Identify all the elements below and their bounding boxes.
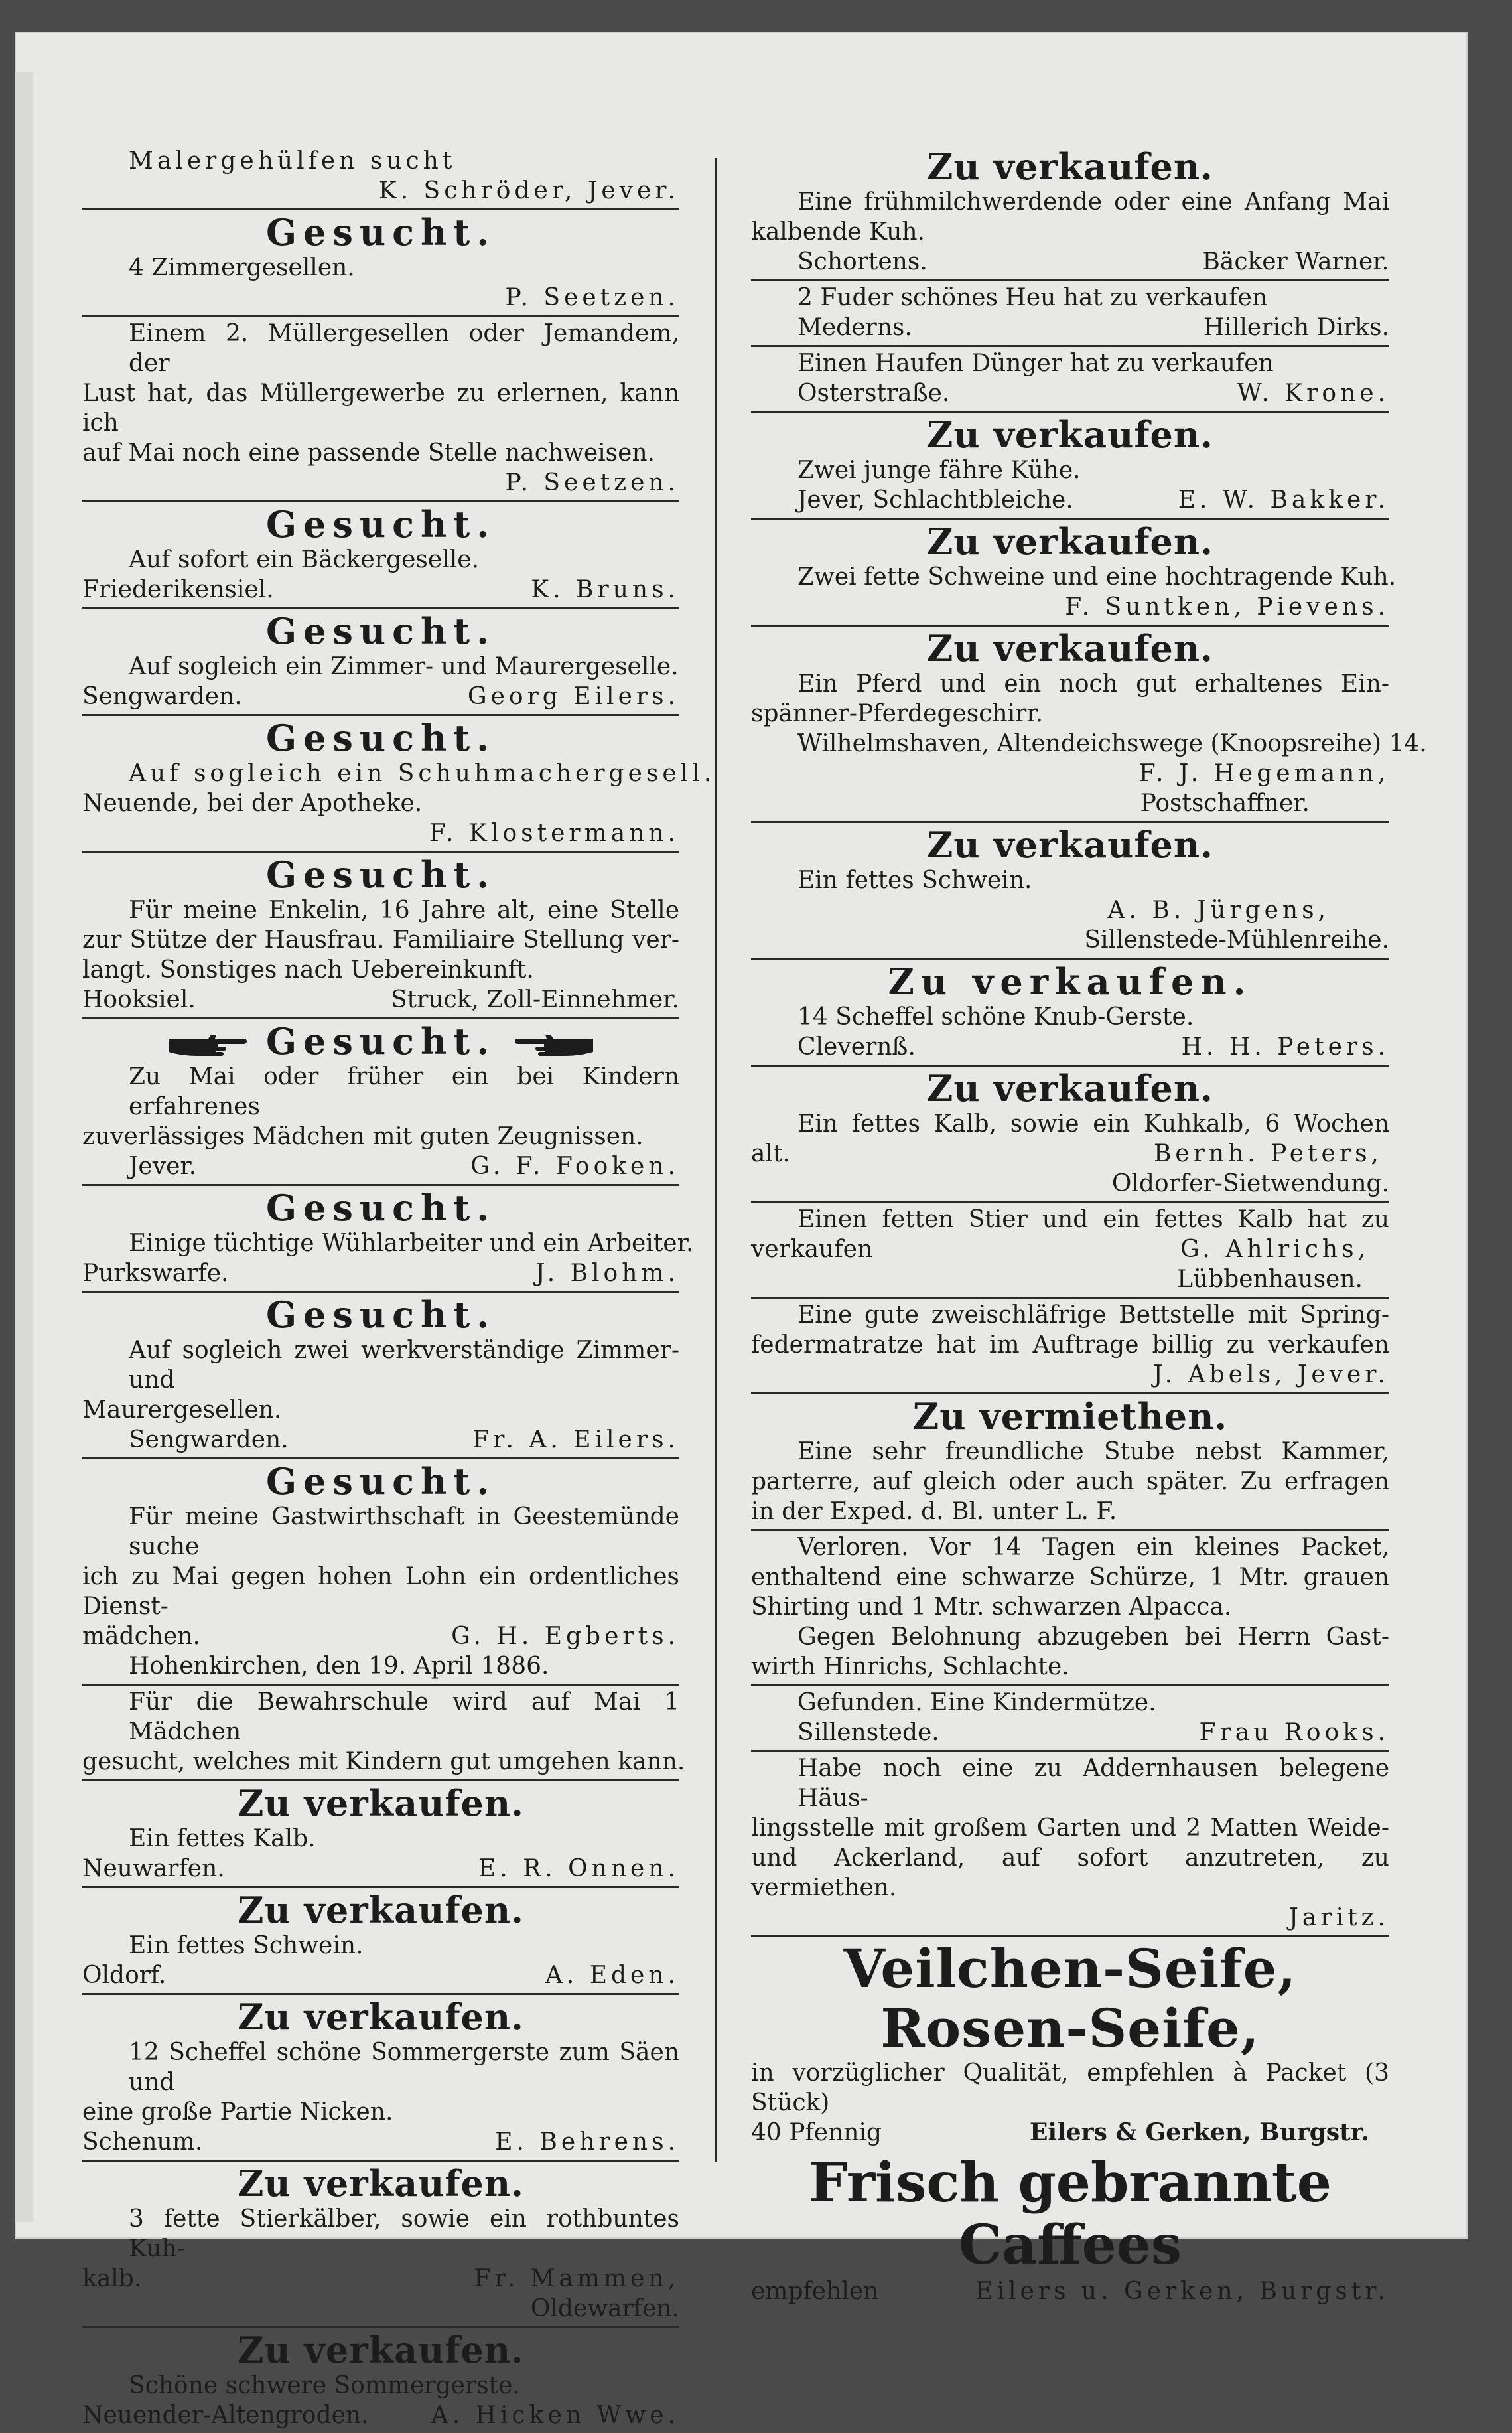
ad-text: Einen fetten Stier und ein fettes Kalb hat zu: [797, 1206, 1389, 1233]
ad-schweine: [751, 520, 1397, 627]
ad-footer: [82, 682, 679, 711]
ad-schuhmachergesell: [82, 716, 716, 853]
ad-heading: Zu verkaufen.: [927, 627, 1213, 670]
ad-text: in der Exped. d. Bl. unter L. F.: [751, 1498, 1117, 1525]
ad-text: lingsstelle mit großem Garten und 2 Matten Weide-: [751, 1814, 1389, 1842]
ad-signature: Bäcker Warner.: [1202, 248, 1389, 275]
ad-signature: J. Abels, Jever.: [1153, 1361, 1389, 1388]
ad-dateline: Hohenkirchen, den 19. April 1886.: [129, 1653, 549, 1680]
ad-text: Zwei junge fähre Kühe.: [797, 457, 1081, 484]
ad-text: Eine gute zweischläfrige Bettstelle mit Spring-: [797, 1301, 1389, 1329]
ad-footer: [82, 1151, 679, 1181]
ad-footer: [82, 2127, 679, 2157]
ad-text: Ein fettes Kalb, sowie ein Kuhkalb, 6 Wochen: [797, 1110, 1389, 1138]
ad-heading: Zu verkaufen.: [927, 520, 1213, 563]
ad-text: Neuende, bei der Apotheke.: [82, 790, 423, 817]
ad-heading: Gesucht.: [265, 1293, 496, 1336]
ad-text: Lust hat, das Müllergewerbe zu erlernen, kann ich: [82, 380, 679, 437]
ad-heading-row: [82, 1021, 679, 1062]
ad-text: ich zu Mai gegen hohen Lohn ein ordentliches Dienst-: [82, 1563, 679, 1620]
ad-text: enthaltend eine schwarze Schürze, 1 Mtr. grauen: [751, 1564, 1389, 1591]
ad-heading: Zu verkaufen.: [927, 413, 1213, 456]
ad-text: Ein fettes Schwein.: [129, 1932, 364, 1959]
ad-bettstelle: [751, 1299, 1389, 1394]
ad-text: empfehlen: [751, 2278, 879, 2305]
ad-signature: Bernh. Peters,: [1153, 1140, 1383, 1167]
ad-place: Jever, Schlachtbleiche.: [797, 486, 1073, 514]
ad-signature: E. W. Bakker.: [1178, 486, 1389, 514]
ad-place: Osterstraße.: [797, 380, 950, 407]
ad-maedchen: [82, 1019, 679, 1186]
ad-footer: [82, 1258, 679, 1288]
ad-text: Wilhelmshaven, Altendeichswege (Knoopsreihe) 14.: [797, 730, 1427, 757]
ad-kuehe: [751, 413, 1389, 520]
ad-heading: Zu verkaufen.: [927, 1067, 1213, 1110]
newspaper-page: [15, 32, 1468, 2429]
ad-text: wirth Hinrichs, Schlachte.: [751, 1653, 1069, 1680]
ad-knub-gerste: [751, 960, 1389, 1067]
ad-heading: Zu vermiethen.: [912, 1395, 1228, 1438]
ad-signature-title: Postschaffner.: [1140, 790, 1310, 817]
ad-signature: Struck, Zoll-Einnehmer.: [390, 986, 679, 1013]
ad-place: Schortens.: [797, 248, 928, 275]
ad-muellergeselle: [82, 317, 679, 502]
ad-vermiethen-stube: [751, 1394, 1389, 1531]
ad-text: Maurergesellen.: [82, 1396, 282, 1424]
ad-zimmer-maurergesellen: [82, 1293, 679, 1459]
ad-text: Ein fettes Kalb.: [129, 1825, 316, 1852]
ad-signature: G. F. Fooken.: [470, 1153, 679, 1180]
ad-signature: A. Eden.: [545, 1962, 679, 1989]
ad-schwere-sommergerste: [82, 2328, 679, 2433]
ad-bewahrschule: [82, 1686, 685, 1781]
ad-heading: Zu verkaufen.: [238, 2329, 524, 2371]
ad-text: und Ackerland, auf sofort anzutreten, zu vermiethen.: [751, 1844, 1389, 1901]
ad-place: Sillenstede.: [797, 1719, 939, 1746]
ad-place: Neuender-Altengroden.: [82, 2402, 369, 2429]
ad-signature: F. Suntken, Pievens.: [1065, 593, 1389, 621]
ad-text: in vorzüglicher Qualität, empfehlen à Packet (3 Stück): [751, 2059, 1389, 2116]
ad-text: Verloren. Vor 14 Tagen ein kleines Packet,: [797, 1534, 1389, 1561]
ad-baeckergeselle: [82, 502, 679, 609]
ad-text: 40 Pfennig: [751, 2119, 882, 2146]
ad-signature: G. Ahlrichs,: [1180, 1236, 1369, 1263]
ad-signature: Hillerich Dirks.: [1203, 314, 1389, 341]
ad-place: Jever.: [129, 1153, 197, 1180]
ad-text: Auf sogleich zwei werkverständige Zimmer- und: [129, 1337, 679, 1394]
ad-text: Auf sogleich ein Zimmer- und Maurergeselle.: [129, 653, 679, 680]
ad-text: Eine sehr freundliche Stube nebst Kammer,: [797, 1438, 1389, 1465]
ad-footer: [751, 1139, 1389, 1169]
ad-heading: Gesucht.: [265, 211, 496, 254]
ad-fettes-schwein: [82, 1888, 679, 1995]
ad-signature: Georg Eilers.: [467, 683, 679, 710]
ad-signature: Eilers u. Gerken, Burgstr.: [975, 2278, 1389, 2305]
ad-pferd: [751, 627, 1427, 823]
ad-text: gesucht, welches mit Kindern gut umgehen kann.: [82, 1748, 685, 1775]
ad-stier: [751, 1203, 1389, 1299]
ad-text: Einem 2. Müllergesellen oder Jemandem, der: [129, 320, 679, 377]
ad-signature-place: Oldorfer-Sietwendung.: [1111, 1170, 1389, 1197]
pointing-hand-right-icon: [167, 1033, 247, 1056]
ad-display-line: Frisch gebrannte Caffees: [809, 2151, 1332, 2277]
ad-footer: [751, 2276, 1389, 2306]
ad-sommergerste: [82, 1995, 679, 2162]
ad-heading: Gesucht.: [265, 1460, 496, 1503]
ad-text: verkaufen: [751, 1236, 873, 1263]
left-column: [82, 145, 716, 2433]
ad-text: Ein Pferd und ein noch gut erhaltenes Ein-: [797, 670, 1389, 698]
ad-signature: E. Behrens.: [495, 2128, 679, 2156]
ad-footer: [82, 575, 679, 605]
ad-footer: [751, 1032, 1389, 1062]
ad-footer: [82, 1425, 679, 1455]
right-column: [751, 145, 1427, 2309]
ad-signature: Fr. Mammen,: [474, 2265, 679, 2292]
ad-signature: W. Krone.: [1237, 380, 1389, 407]
ad-heu: [751, 281, 1389, 347]
ad-signature: Eilers & Gerken, Burgstr.: [1029, 2118, 1369, 2146]
ad-zimmergesellen: [82, 210, 679, 317]
ad-gefunden: [751, 1686, 1389, 1752]
ad-footer: [751, 313, 1389, 342]
ad-place: Purkswarfe.: [82, 1260, 229, 1287]
ad-footer: [751, 485, 1389, 515]
ad-heading: Zu verkaufen.: [238, 1996, 524, 2038]
ad-footer: [82, 2264, 679, 2294]
ad-text: 14 Scheffel schöne Knub-Gerste.: [797, 1003, 1194, 1031]
ad-malergehuelfen: [82, 145, 679, 210]
ad-duenger: [751, 347, 1389, 413]
ad-footer: [82, 1960, 679, 1990]
ad-footer: [82, 1621, 679, 1651]
ad-heading: Gesucht.: [265, 610, 496, 652]
ad-signature: K. Schröder, Jever.: [378, 177, 679, 204]
ad-text: Zwei fette Schweine und eine hochtragende Kuh.: [797, 563, 1397, 591]
ad-text: Einen Haufen Dünger hat zu verkaufen: [797, 350, 1274, 377]
ad-display-line: Veilchen-Seife,: [843, 1937, 1297, 2000]
ad-footer: [751, 1234, 1389, 1264]
ad-place: Clevernß.: [797, 1033, 916, 1061]
ad-text: Eine frühmilchwerdende oder eine Anfang Mai: [797, 188, 1389, 216]
ad-text: auf Mai noch eine passende Stelle nachweisen.: [82, 439, 655, 467]
ad-dienstmaedchen: [82, 1459, 679, 1686]
ad-zimmer-maurergeselle: [82, 609, 679, 716]
ad-place: Friederikensiel.: [82, 576, 274, 603]
ad-heading: Zu verkaufen.: [238, 1782, 524, 1824]
ad-heading: Gesucht.: [265, 1187, 496, 1229]
ad-verloren: [751, 1531, 1389, 1686]
ad-heading: Zu verkaufen.: [927, 145, 1213, 188]
ad-text: eine große Partie Nicken.: [82, 2099, 393, 2126]
ad-signature: J. Blohm.: [535, 1260, 679, 1287]
ad-text: Gegen Belohnung abzugeben bei Herrn Gast-: [797, 1623, 1389, 1651]
ad-text: Für die Bewahrschule wird auf Mai 1 Mädchen: [129, 1688, 679, 1745]
ad-signature: Fr. A. Eilers.: [472, 1426, 679, 1453]
ad-signature-place: Lübbenhausen.: [1177, 1266, 1363, 1293]
ad-footer: [751, 1718, 1389, 1747]
ad-signature: Jaritz.: [1288, 1904, 1389, 1931]
ad-place: Mederns.: [797, 314, 912, 341]
ad-signature: G. H. Egberts.: [451, 1623, 679, 1650]
ad-signature: A. B. Jürgens,: [1107, 897, 1330, 924]
ad-signature: A. Hicken Wwe.: [431, 2402, 679, 2429]
ad-heading: Gesucht.: [265, 1020, 496, 1063]
column-rule: [715, 158, 717, 2162]
ad-text: alt.: [751, 1140, 790, 1167]
ad-footer: [751, 247, 1389, 277]
ad-seife: [751, 1937, 1389, 2150]
ad-text: Habe noch eine zu Addernhausen belegene Häus-: [797, 1755, 1389, 1812]
ad-stelle-enkelin: [82, 853, 679, 1019]
ad-signature: K. Bruns.: [531, 576, 679, 603]
ad-text: 12 Scheffel schöne Sommergerste zum Säen und: [129, 2039, 679, 2096]
ad-heading: Zu verkaufen.: [238, 1889, 524, 1931]
ad-kuh: [751, 145, 1389, 281]
page-spine: [15, 72, 33, 2222]
ad-text: Zu Mai oder früher ein bei Kindern erfahrenes: [129, 1063, 679, 1120]
ad-footer: [82, 1854, 679, 1883]
ad-place: Oldorf.: [82, 1962, 167, 1989]
ad-heading: Gesucht.: [265, 853, 496, 896]
ad-text: Für meine Gastwirthschaft in Geestemünde suche: [129, 1503, 679, 1560]
ad-signature: H. H. Peters.: [1181, 1033, 1389, 1061]
ad-text: Auf sogleich ein Schuhmachergesell.: [129, 760, 716, 787]
ad-text: Schöne schwere Sommergerste.: [129, 2372, 520, 2399]
ad-signature: F. J. Hegemann,: [1138, 760, 1389, 787]
ad-text: Gefunden. Eine Kindermütze.: [797, 1689, 1156, 1716]
ad-text: 4 Zimmergesellen.: [129, 254, 355, 281]
ad-text: Für meine Enkelin, 16 Jahre alt, eine Stelle: [129, 897, 679, 924]
ad-signature: Frau Rooks.: [1199, 1719, 1389, 1746]
ad-text: mädchen.: [82, 1623, 200, 1650]
ad-heading: Zu verkaufen.: [927, 824, 1213, 866]
ad-text: langt. Sonstiges nach Uebereinkunft.: [82, 956, 534, 984]
ad-place: Hooksiel.: [82, 986, 196, 1013]
ad-footer: [751, 2118, 1389, 2148]
ad-text: Shirting und 1 Mtr. schwarzen Alpacca.: [751, 1593, 1232, 1621]
ad-footer: [751, 378, 1389, 408]
ad-text: Ein fettes Schwein.: [797, 867, 1032, 894]
ad-haeuslingsstelle: [751, 1752, 1389, 1937]
ad-signature: F. Klostermann.: [429, 820, 679, 847]
ad-wuehlarbeiter: [82, 1186, 694, 1293]
ad-text: federmatratze hat im Auftrage billig zu verkaufen: [751, 1331, 1389, 1359]
ad-text: Auf sofort ein Bäckergeselle.: [129, 546, 479, 573]
ad-heading: Zu verkaufen.: [888, 960, 1253, 1003]
ad-signature: P. Seetzen.: [505, 469, 679, 496]
ad-place: Sengwarden.: [82, 683, 242, 710]
ad-signature-place: Sillenstede-Mühlenreihe.: [1084, 926, 1389, 954]
ad-signature: P. Seetzen.: [505, 284, 679, 311]
ad-place: Sengwarden.: [129, 1426, 289, 1453]
ad-caffees: [751, 2150, 1389, 2309]
ad-text: zur Stütze der Hausfrau. Familiaire Stellung ver-: [82, 926, 679, 954]
ad-stierkaelber: [82, 2162, 679, 2328]
ad-footer: [82, 985, 679, 1015]
ad-heading: Zu verkaufen.: [238, 2162, 524, 2205]
ad-text: Malergehülfen sucht: [129, 147, 456, 175]
ad-text: spänner-Pferdegeschirr.: [751, 700, 1044, 727]
ad-text: zuverlässiges Mädchen mit guten Zeugnissen.: [82, 1123, 644, 1150]
ad-footer: [82, 2400, 679, 2430]
ad-place: Neuwarfen.: [82, 1855, 225, 1882]
ad-text: 2 Fuder schönes Heu hat zu verkaufen: [797, 284, 1268, 311]
ad-kuhkalb: [751, 1067, 1389, 1203]
ad-signature-place: Oldewarfen.: [530, 2295, 679, 2322]
ad-text: kalb.: [82, 2265, 142, 2292]
ad-text: 3 fette Stierkälber, sowie ein rothbuntes Kuh-: [129, 2205, 679, 2262]
ad-fettes-kalb: [82, 1781, 679, 1888]
ad-text: parterre, auf gleich oder auch später. Zu erfragen: [751, 1468, 1389, 1495]
ad-place: Schenum.: [82, 2128, 203, 2156]
ad-heading: Gesucht.: [265, 717, 496, 759]
ad-heading: Gesucht.: [265, 503, 496, 546]
ad-text: kalbende Kuh.: [751, 218, 926, 246]
pointing-hand-left-icon: [515, 1033, 594, 1056]
ad-text: Einige tüchtige Wühlarbeiter und ein Arbeiter.: [129, 1230, 694, 1257]
ad-display-line: Rosen-Seife,: [880, 1997, 1260, 2059]
ad-signature: E. R. Onnen.: [478, 1855, 679, 1882]
ad-schwein: [751, 823, 1389, 960]
